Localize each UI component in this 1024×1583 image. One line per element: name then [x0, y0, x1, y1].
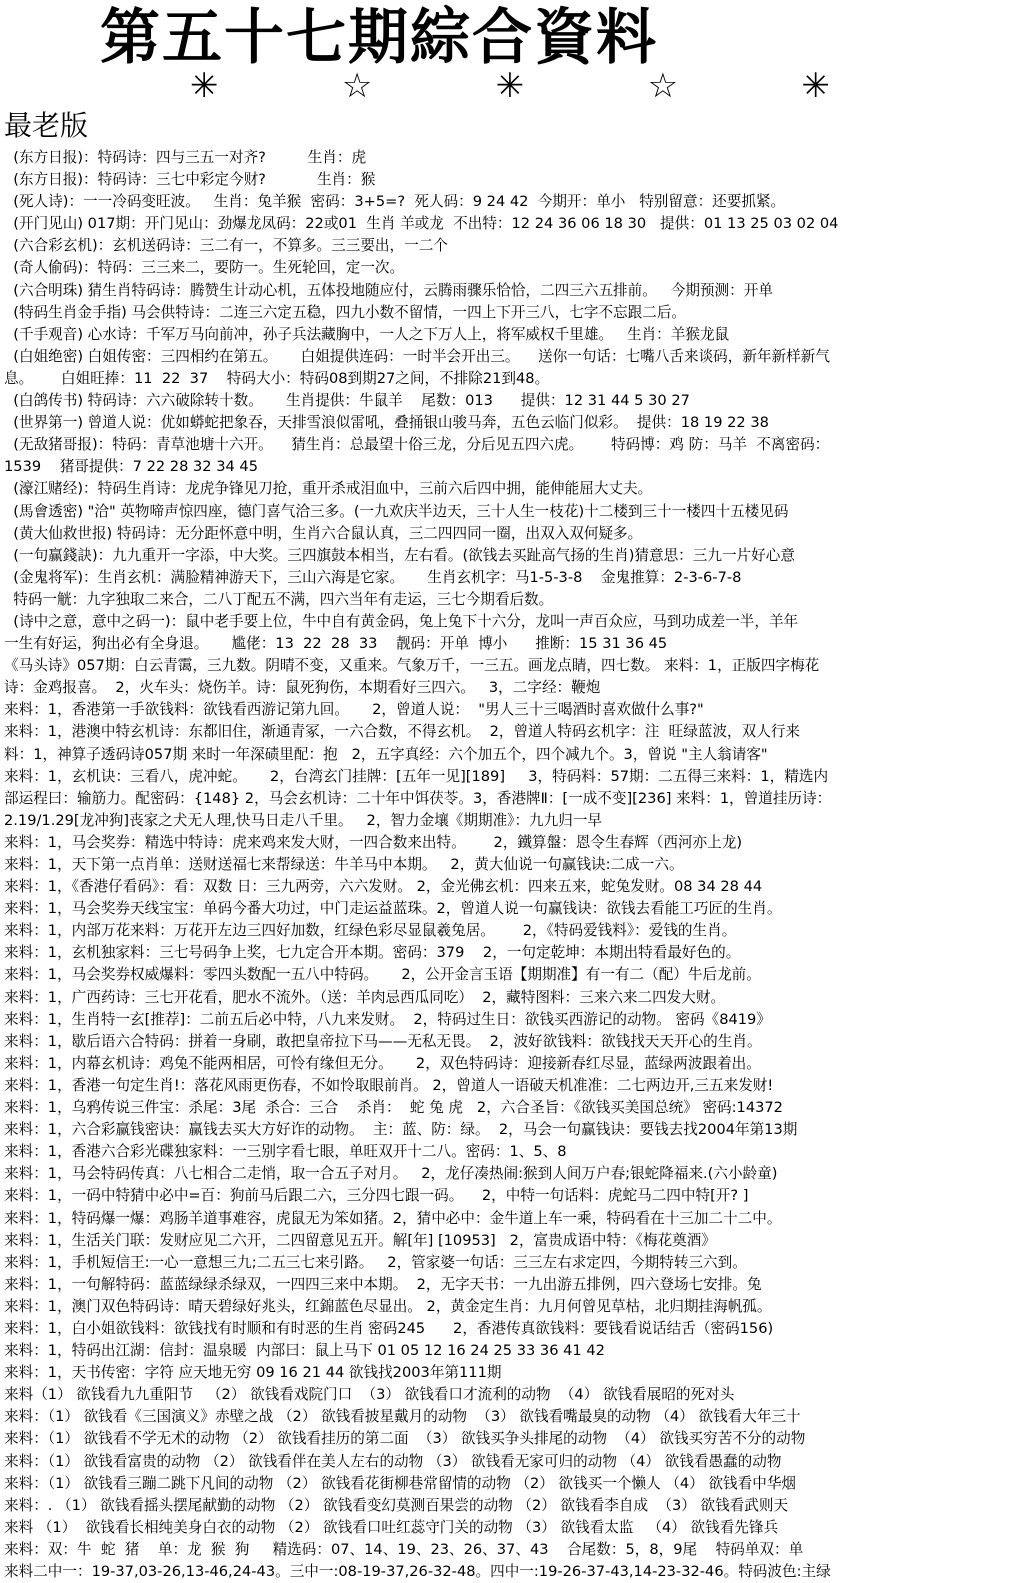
text-line: 来料 （1） 欲钱看长相纯美身白衣的动物 （2） 欲钱看口吐红蕊守门关的动物 （3） 欲钱看太监 （4） 欲钱看先锋兵	[4, 1518, 779, 1536]
text-line: 来料：1，一句解特码：蓝蓝绿绿杀绿双，一四四三来中本期。 2，无字天书：一九出游五排例，四六登场七安排。兔	[4, 1275, 762, 1293]
asterisk-ornament-icon: ✳	[801, 66, 830, 106]
text-line: 来料：（1） 欲钱看《三国演义》赤壁之战 （2） 欲钱看披星戴月的动物 （3） 欲钱看嘴最臭的动物 （4） 欲钱看大年三十	[4, 1408, 801, 1426]
text-line: (濠江赌经)：特码生肖诗：龙虎争锋见刀抢，重开杀戒泪血中，三前六后四中拥，能伸能屈大丈夫。	[4, 480, 653, 498]
text-line: 来料：1，乌鸦传说三件宝：杀尾：3尾 杀合：三合 杀肖： 蛇 兔 虎 2，六合圣旨：《欲钱买美国总统》 密码:14372	[4, 1099, 783, 1117]
text-line: (馬會透密) "洽" 英物啼声惊四座，德门喜气洽三多。(一九欢庆半边天，三十人生一枝花)十二楼到三十一楼四十五楼见码	[4, 502, 789, 520]
asterisk-ornament-icon: ✳	[495, 66, 525, 106]
text-line: 来料：1，马会特码传真：八七相合二走悄，取一合五子对月。 2，龙仔凑热闹:猴到人间万户春;银蛇降福来.(六小龄童)	[4, 1165, 778, 1183]
text-line: 部运程曰：输筋力。配密码：{148} 2，马会玄机诗：二十年中饵茯苓。3，香港牌Ⅱ：[一成不变][236] 来料：1，曾道挂历诗：	[4, 789, 832, 807]
star-ornament-icon: ☆	[341, 66, 373, 106]
text-line: 来料：1，澳门双色特码诗：晴天碧绿好兆头，红錦蓝色尽显出。 2，黄金定生肖：九月何曾见草枯，北归期挂海帆孤。	[4, 1297, 772, 1315]
text-line: 诗：金鸡报喜。 2，火车头：烧伤羊。诗：鼠死狗伤，本期看好三四六。 3，二字经：鞭炮	[4, 679, 601, 697]
text-line: 来料：1，手机短信王:一心一意想三九;二五三七来引路。 2，管家婆一句话：三三左右求定四，今期特转三六到。	[4, 1253, 747, 1271]
text-line: 来料：1，港澳中特玄机诗：东都旧住，渐通青冢，一六合数，不得玄机。 2，曾道人特码玄机字：注 旺绿蓝波，双人行来	[4, 723, 801, 741]
ornament-row	[190, 66, 830, 106]
text-line: 来料：1，白小姐欲钱料：欲钱找有时顺和有时恶的生肖 密码245 2，香港传真欲钱料：要钱看说话结舌（密码156)	[4, 1319, 774, 1337]
text-line: 2.19/1.29[龙冲狗]丧家之犬无人理,快马日走八千里。 2，智力金壤《期期准》：九九归一早	[4, 811, 603, 829]
text-line: 来料（1） 欲钱看九九重阳节 （2） 欲钱看戏院门口 （3） 欲钱看口才流利的动物 （4） 欲钱看展昭的死对头	[4, 1386, 735, 1404]
text-line: 来料：1，玄机诀：三看八，虎冲蛇。 2，台湾玄门挂牌：[五年一见][189] 3，特码料：57期：二五得三来料：1，精选内	[4, 767, 829, 785]
text-line: 来料：1，马会奖券：精选中特诗：虎来鸡来发大财，一四合数来出特。 2，鐵算盤：恩令生春辉（西河亦上龙)	[4, 833, 743, 851]
text-line: 来料：1，香港六合彩光碟独家料：一三别字看七眼，单旺双开十二八。密码：1、5、8	[4, 1143, 567, 1161]
text-line: 来料：（1） 欲钱看三蹦二跳下凡间的动物 （2） 欲钱看花街柳巷常留情的动物 （2） 欲钱买一个懒人 （4） 欲钱看中华烟	[4, 1474, 797, 1492]
text-line: 息。 白姐旺捧：11 22 37 特码大小：特码08到期27之间，不排除21到48。	[4, 369, 550, 387]
text-line: 来料：1，内幕玄机诗：鸡兔不能两相居，可怜有缘但无分。 2，双色特码诗：迎接新春红尽显，蓝绿两波跟着出。	[4, 1054, 761, 1072]
text-line: (无敌猪哥报)：特码：青草池塘十六开。 猜生肖：总最望十俗三龙，分后见五四六虎。 特码博：鸡 防：马羊 不离密码：	[4, 436, 830, 454]
text-line: (白姐绝密) 白姐传密：三四相约在第五。 白姐提供连码：一时半会开出三。 送你一句话：七嘴八舌来谈码，新年新样新气	[4, 347, 830, 365]
text-line: 来料：1，六合彩赢钱密诀：赢钱去买大方好诈的动物。 主：蓝、防：绿。 2，马会一句赢钱诀：要钱去找2004年第13期	[4, 1121, 798, 1139]
text-line: 来料：1，天下第一点肖单：送财送福七来帮绿送：牛羊马中本期。 2，黄大仙说一句赢钱诀:二成一六。	[4, 856, 684, 873]
text-line: 来料：1，马会奖券权威爆料：零四头数配一五八中特码。 2，公开金言玉语【期期准】有一有二（配）牛后龙前。	[4, 966, 761, 984]
text-line: 来料：1，玄机独家料：三七号码争上奖，七九定合开本期。密码：379 2，一句定乾坤：本期出特看最好色的。	[4, 944, 741, 962]
text-line: (千手观音) 心水诗：千军万马向前冲，孙子兵法藏胸中，一人之下万人上，将军威权千里雄。 生肖：羊猴龙鼠	[4, 325, 730, 343]
text-line: 来料：1，天书传密：字符 应天地无穷 09 16 21 44 欲钱找2003年第111期	[4, 1364, 502, 1382]
text-line: (奇人偷码)：特码：三三来二，要防一。生死轮回，定一次。	[4, 259, 405, 277]
text-line: (白鸽传书) 特码诗：六六破除转十数。 生肖提供：牛鼠羊 尾数：013 提供：12 31 44 5 30 27	[4, 392, 690, 410]
text-line: 来料：1，生肖特一玄[推荐]：二前五后必中特，八九来发财。 2，特码过生日：欲钱买西游记的动物。 密码《8419》	[4, 1010, 771, 1028]
text-line: 来料：（1） 欲钱看富贵的动物 （2） 欲钱看伴在美人左右的动物 （3） 欲钱看无家可归的动物 （4） 欲钱看愚蠢的动物	[4, 1452, 782, 1470]
text-line: 特码一觥：九字独取二来合，二八丁配五不满，四六当年有走运，三七今期看后数。	[4, 590, 554, 608]
text-line: 1539 猪哥提供：7 22 28 32 34 45	[4, 458, 258, 476]
star-ornament-icon: ☆	[647, 66, 679, 106]
text-line: 来料：1，香港一句定生肖!：落花风雨更伤春，不如怜取眼前肖。 2，曾道人一语破天机准准：二七两边开,三五来发财!	[4, 1076, 774, 1094]
text-line: (一句赢錢訣)：九九重开一字添，中大奖。三四旗鼓本相当，左右看。(欲钱去买趾高气扬的生肖)猜意思：三九一片好心意	[4, 546, 795, 564]
text-line: (诗中之意，意中之码一)：鼠中老手要上位，牛中自有黄金码，兔上兔下十六分，龙叫一声百众应，马到功成差一半，羊年	[4, 612, 799, 630]
asterisk-ornament-icon: ✳	[190, 66, 219, 106]
text-line: (金鬼将军)：生肖玄机：满脸精神游天下，三山六海是它家。 生肖玄机字：马1-5-3-8 金鬼推算：2-3-6-7-8	[4, 568, 742, 586]
text-line: 来料：1，广西药诗：三七开花看，肥水不流外。（送：羊肉忌西瓜同吃） 2，藏特图料：三来六来二四发大财。	[4, 988, 726, 1006]
text-line: 《马头诗》057期：白云青霭，三九数。阴晴不变，又重来。气象万千，一三五。画龙点睛，四七数。 来料：1，正版四字梅花	[4, 657, 820, 675]
text-line: (特码生肖金手指) 马会供特诗：二连三六定五稳，四九小数不留情，一四上下开三八，七字不忘跟二后。	[4, 303, 687, 321]
text-line: (东方日报)：特码诗：三七中彩定今财? 生肖：猴	[4, 171, 376, 189]
text-line: (六合明珠) 猜生肖特码诗：腾赞生计动心机，五体投地随应付，云腾雨骤乐恰恰，二四三六五排前。 今期预测：开单	[4, 281, 773, 299]
document-body	[4, 147, 1022, 1583]
text-line: 料：1，神算子透码诗057期 来时一年深碛里配：抱 2，五字真经：六个加五个，四个减九个。3，曾说 "主人翁请客"	[4, 745, 768, 763]
page-title: 第五十七期綜合資料	[100, 3, 658, 73]
text-line: 来料：双：牛 蛇 猪 单：龙 猴 狗 精选码：07、14、19、23、26、37、43 合尾数：5，8，9尾 特码单双：单	[4, 1540, 804, 1558]
text-line: (黄大仙救世报) 特码诗：无分距怀意中明，生肖六合鼠认真，三二四四同一圈，出双入双何疑多。	[4, 524, 643, 542]
text-line: 来料：1，一码中特猜中必中=百：狗前马后跟二六，三分四七跟一码。 2，中特一句话料：虎蛇马二四中特[开? ]	[4, 1187, 749, 1205]
text-line: (六合彩玄机)：玄机送码诗：三二有一，不算多。三三要出，一二个	[4, 237, 448, 255]
text-line: (死人诗)：一一冷码变旺波。 生肖：兔羊猴 密码：3+5=? 死人码：9 24 42 今期开：单小 特别留意：还要抓紧。	[4, 193, 786, 211]
text-line: 来料：（1） 欲钱看不学无术的动物 （2） 欲钱看挂历的第二面 （3） 欲钱买争头排尾的动物 （4） 欲钱买穷苦不分的动物	[4, 1430, 806, 1448]
text-line: (世界第一) 曾道人说：优如蟒蛇把象吞，天排雪浪似雷吼，叠捅银山骏马奔，五色云临门似彩。 提供：18 19 22 38	[4, 414, 769, 432]
text-line: 来料：1，歇后语六合特码：拼着一身刷，敢把皇帝拉下马——无私无畏。 2，波好欲钱料：欲钱找天天开心的生肖。	[4, 1032, 762, 1050]
text-line: 来料：1，《香港仔看码》：看：双数 日：三九两旁，六六发财。 2，金光佛玄机：四来五来，蛇兔发财。08 34 28 44	[4, 878, 763, 896]
text-line: 来料：. （1） 欲钱看摇头摆尾献勤的动物 （2） 欲钱看变幻莫测百果尝的动物 （2） 欲钱看李自成 （3） 欲钱看武则天	[4, 1496, 789, 1514]
text-line: (开门见山) 017期：开门见山：劲爆龙凤码：22或01 生肖 羊或龙 不出特：12 24 36 06 18 30 提供：01 13 25 03 02 04	[4, 215, 839, 233]
text-line: 来料：1，香港第一手欲钱料：欲钱看西游记第九回。 2，曾道人说： "男人三十三喝酒时喜欢做什么事?"	[4, 701, 704, 719]
text-line: 来料二中一：19-37,03-26,13-46,24-43。三中一:08-19-37,26-32-48。四中一:19-26-37-43,14-23-32-46。特码波色:主绿	[4, 1563, 831, 1580]
text-line: 来料：1，生活关门联：发财应见二六开，二四留意见五开。解[年] [10953] 2，富贵成语中特：《梅花奠酒》	[4, 1231, 716, 1249]
edition-label: 最老版	[4, 109, 89, 142]
text-line: 来料：1，马会奖券天线宝宝：单码今番大功过，中门走运益蓝珠。2，曾道人说一句赢钱诀：欲钱去看能工巧匠的生肖。	[4, 900, 782, 918]
text-line: 来料：1，特码爆一爆：鸡肠羊道事难容，虎鼠无为笨如猪。2，猜中必中：金牛道上车一乘，特码看在十三加二十二中。	[4, 1209, 782, 1227]
text-line: 一生有好运，狗出必有全身退。 尴佬：13 22 28 33 靓码：开单 博小 推断：15 31 36 45	[4, 635, 668, 653]
text-line: 来料：1，内部万花来料：万花开左边三四好加数，红绿色彩尽显鼠羲兔居。 2，《特码爱钱料》：爱钱的生肖。	[4, 922, 737, 940]
text-line: 来料：1，特码出江湖：信封：温泉暖 内部曰：鼠上马下 01 05 12 16 24 25 33 36 41 42	[4, 1342, 605, 1360]
text-line: (东方日报)：特码诗：四与三五一对齐? 生肖：虎	[4, 149, 367, 166]
